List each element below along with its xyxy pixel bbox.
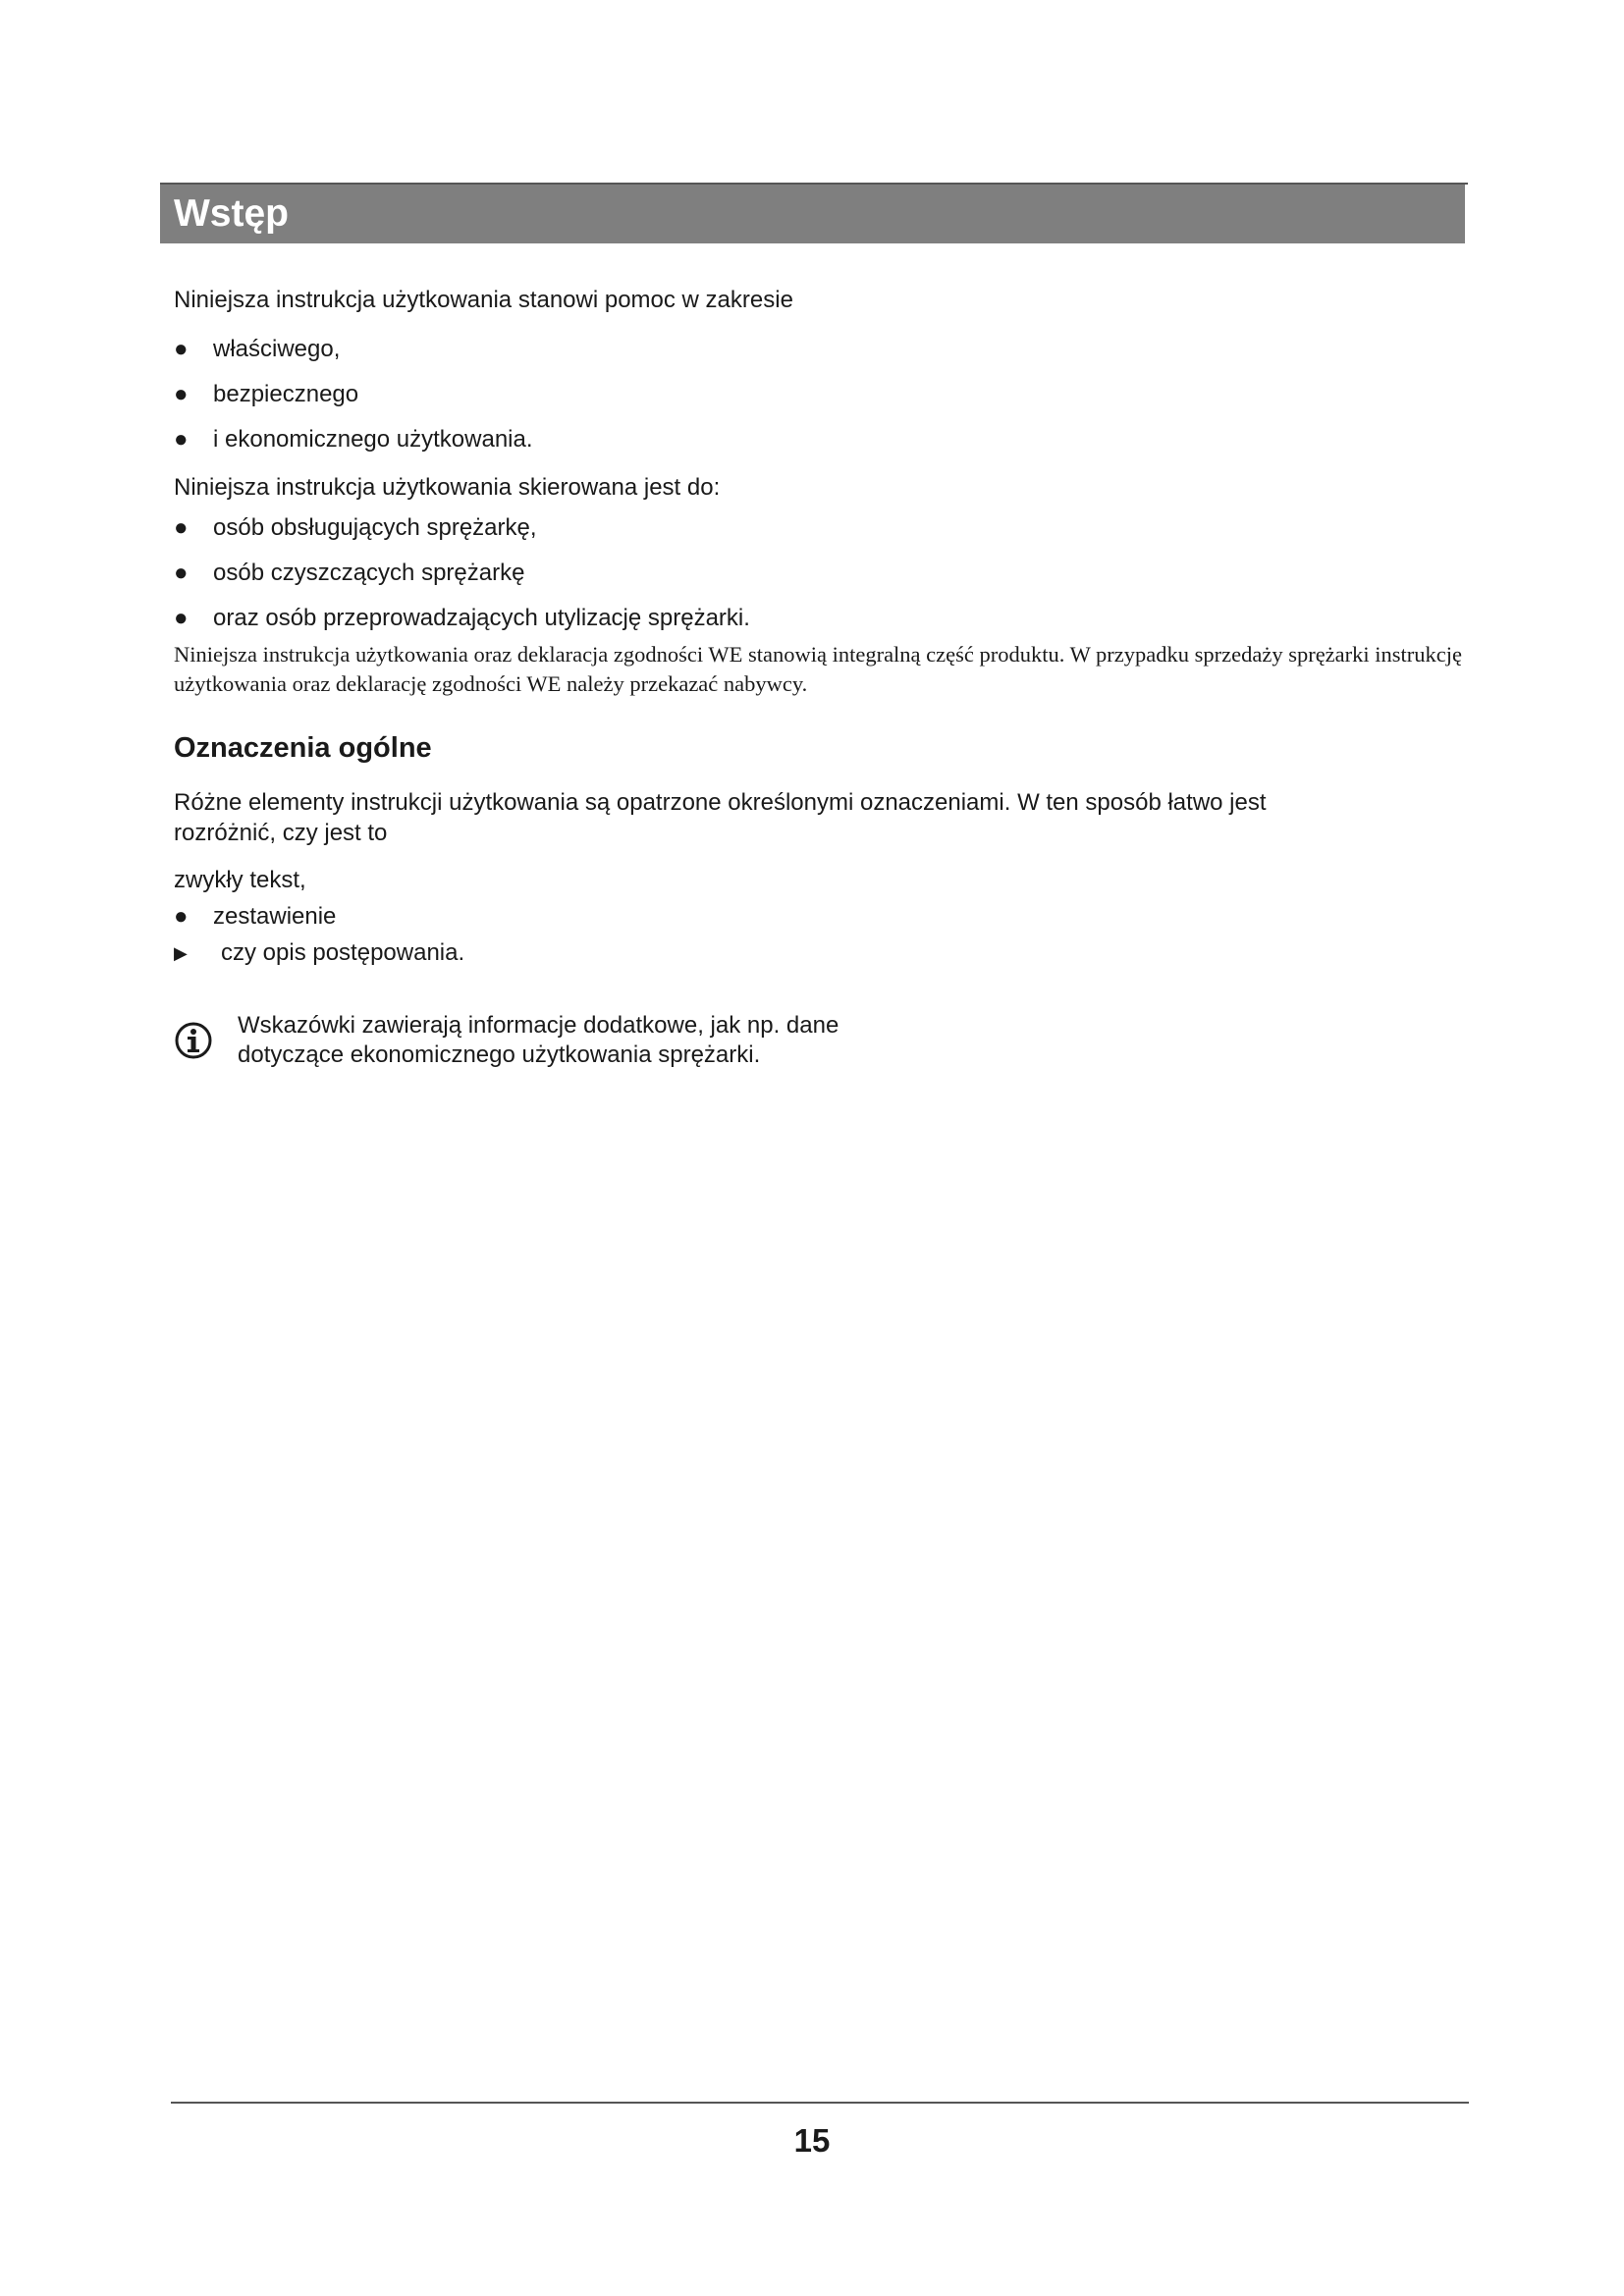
notice-paragraph: Niniejsza instrukcja użytkowania oraz deklaracja zgodności WE stanowią integralną część produktu. W przypadku sprzedaży sprężarki instrukcję użytkowania oraz deklarację zgodności WE należy przekazać nabywcy. bbox=[174, 642, 1462, 696]
bullet-icon: ● bbox=[174, 336, 189, 362]
tip-text: Wskazówki zawierają informacje dodatkowe, jak np. dane dotyczące ekonomicznego użytkowania sprężarki. bbox=[238, 1012, 839, 1068]
page-title: Wstęp bbox=[160, 185, 1465, 243]
audience-lead: Niniejsza instrukcja użytkowania skierowana jest do: bbox=[174, 474, 721, 501]
bullet-icon: ● bbox=[174, 560, 189, 586]
bullet-icon: ● bbox=[174, 605, 189, 631]
section-paragraph-line: rozróżnić, czy jest to bbox=[174, 820, 388, 846]
intro-lead: Niniejsza instrukcja użytkowania stanowi pomoc w zakresie bbox=[174, 287, 793, 313]
bullet-icon: ● bbox=[174, 426, 189, 453]
bullet-icon: ● bbox=[174, 381, 189, 407]
section-heading: Oznaczenia ogólne bbox=[174, 732, 432, 764]
bullet-icon: ● bbox=[174, 903, 189, 930]
section-paragraph-line: Różne elementy instrukcji użytkowania są opatrzone określonymi oznaczeniami. W ten sposób łatwo jest bbox=[174, 789, 1267, 816]
bullet-icon: ● bbox=[174, 514, 189, 541]
page-number: 15 bbox=[793, 2122, 831, 2159]
info-icon bbox=[174, 1021, 213, 1060]
plain-text-example: zwykły tekst, bbox=[174, 867, 306, 893]
arrow-right-icon: ▶ bbox=[174, 943, 188, 963]
footer-rule bbox=[171, 2102, 1469, 2104]
